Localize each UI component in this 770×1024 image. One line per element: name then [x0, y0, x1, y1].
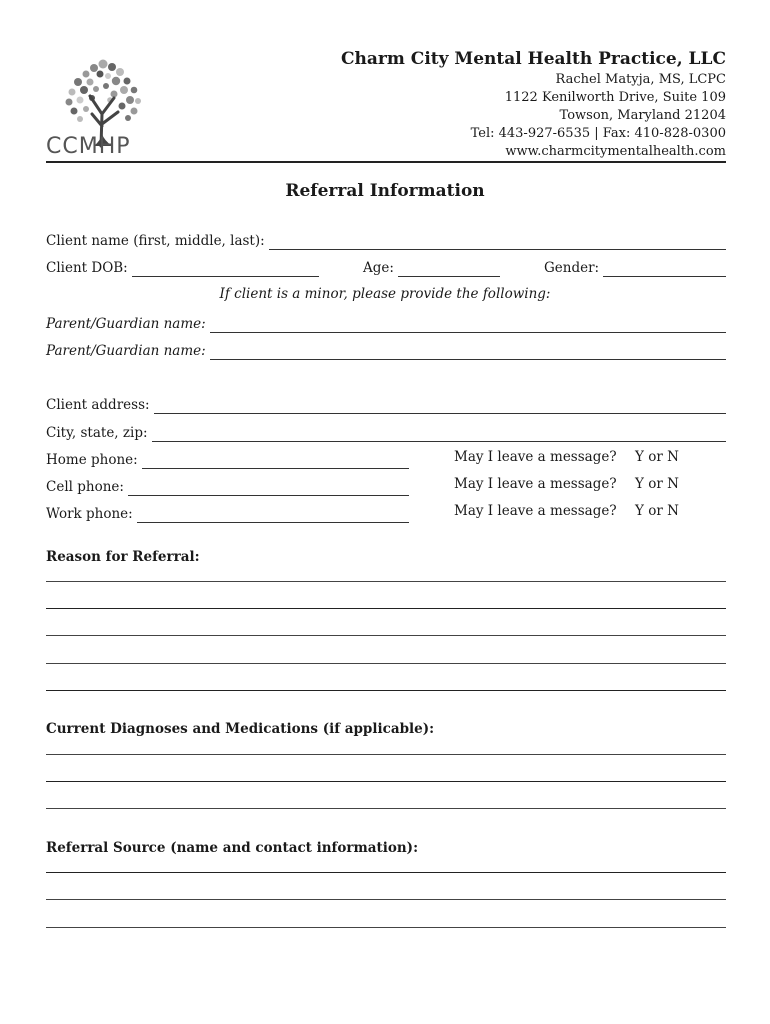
diagnoses-heading: Current Diagnoses and Medications (if applicable): — [46, 721, 435, 737]
reason-line-4[interactable] — [46, 663, 726, 664]
client-name-row — [46, 230, 726, 250]
home-message-yn[interactable]: Y or N — [635, 449, 679, 465]
phone-fax: Tel: 443-927-6535 | Fax: 410-828-0300 — [470, 126, 726, 141]
client-dob-field[interactable] — [132, 262, 319, 277]
diagnoses-line-1[interactable] — [46, 754, 726, 755]
home-message-question: May I leave a message? — [454, 449, 617, 465]
client-name-label: Client name (first, middle, last): — [46, 233, 265, 249]
diagnoses-line-2[interactable] — [46, 781, 726, 782]
header-divider — [46, 161, 726, 163]
diagnoses-line-3[interactable] — [46, 808, 726, 809]
address-line-1: 1122 Kenilworth Drive, Suite 109 — [504, 90, 726, 105]
minor-note: If client is a minor, please provide the following: — [219, 286, 551, 302]
clinician-name: Rachel Matyja, MS, LCPC — [555, 72, 726, 87]
guardian-2-row — [46, 340, 726, 360]
practice-name: Charm City Mental Health Practice, LLC — [341, 49, 726, 69]
city-state-zip-label: City, state, zip: — [46, 425, 148, 441]
client-dob-label: Client DOB: — [46, 260, 128, 276]
form-title: Referral Information — [285, 181, 485, 201]
city-state-zip-row — [46, 422, 726, 442]
client-address-label: Client address: — [46, 397, 150, 413]
cell-phone-field[interactable] — [128, 481, 409, 496]
guardian-2-label: Parent/Guardian name: — [46, 343, 206, 359]
client-name-field[interactable] — [269, 235, 726, 250]
address-line-2: Towson, Maryland 21204 — [559, 108, 726, 123]
home-phone-label: Home phone: — [46, 452, 138, 468]
age-label: Age: — [363, 260, 394, 276]
guardian-1-row — [46, 313, 726, 333]
home-phone-row — [46, 449, 409, 469]
work-phone-row — [46, 503, 409, 523]
client-dob-row — [46, 257, 319, 277]
gender-row — [544, 257, 726, 277]
reason-line-2[interactable] — [46, 608, 726, 609]
work-phone-field[interactable] — [137, 508, 409, 523]
guardian-1-label: Parent/Guardian name: — [46, 316, 206, 332]
cell-phone-row — [46, 476, 409, 496]
client-address-row — [46, 394, 726, 414]
reason-line-5[interactable] — [46, 690, 726, 691]
cell-message-question: May I leave a message? — [454, 476, 617, 492]
guardian-1-field[interactable] — [210, 318, 726, 333]
reason-heading: Reason for Referral: — [46, 549, 200, 565]
source-line-1[interactable] — [46, 872, 726, 873]
guardian-2-field[interactable] — [210, 345, 726, 360]
source-line-2[interactable] — [46, 899, 726, 900]
gender-field[interactable] — [603, 262, 726, 277]
cell-message-yn[interactable]: Y or N — [635, 476, 679, 492]
age-row — [363, 257, 500, 277]
work-message-yn[interactable]: Y or N — [635, 503, 679, 519]
website-link[interactable]: www.charmcitymentalhealth.com — [505, 144, 726, 159]
home-phone-field[interactable] — [142, 454, 409, 469]
source-line-3[interactable] — [46, 927, 726, 928]
reason-line-3[interactable] — [46, 635, 726, 636]
gender-label: Gender: — [544, 260, 600, 276]
client-address-field[interactable] — [154, 399, 726, 414]
city-state-zip-field[interactable] — [152, 427, 726, 442]
cell-phone-label: Cell phone: — [46, 479, 124, 495]
reason-line-1[interactable] — [46, 581, 726, 582]
age-field[interactable] — [398, 262, 500, 277]
source-heading: Referral Source (name and contact information): — [46, 840, 419, 856]
work-message-question: May I leave a message? — [454, 503, 617, 519]
work-phone-label: Work phone: — [46, 506, 133, 522]
logo-text: CCMHP — [46, 134, 131, 159]
